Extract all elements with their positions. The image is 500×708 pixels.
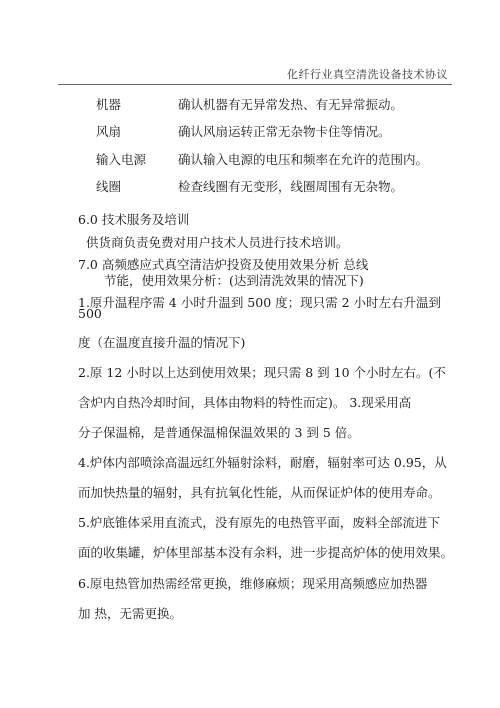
section-heading: 节能，使用效果分析：(达到清洗效果的情况下) — [104, 273, 364, 288]
header-divider — [58, 84, 452, 85]
paragraph-line: 2.原 12 小时以上达到使用效果；现只需 8 到 10 个小时左右。(不 — [78, 365, 446, 380]
paragraph-line: 而加快热量的辐射，具有抗氧化性能，从而保证炉体的使用寿命。 — [78, 485, 441, 500]
checklist-row — [96, 122, 391, 140]
checklist-desc: 检查线圈有无变形，线圈周围有无杂物。 — [178, 179, 404, 194]
checklist-desc: 确认风扇运转正常无杂物卡住等情况。 — [178, 124, 391, 139]
paragraph-line: 1.原升温程序需 4 小时升温到 500 度；现只需 2 小时左右升温到 — [78, 295, 442, 310]
paragraph-line: 500 — [78, 306, 102, 321]
section-heading: 7.0 高频感应式真空清洁炉投资及使用效果分析 总线 — [78, 257, 369, 272]
paragraph-line: 面的收集罐，炉体里部基本没有余料，进一步提高炉体的使用效果。 — [78, 545, 454, 560]
checklist-desc: 确认机器有无异常发热、有无异常振动。 — [178, 97, 404, 112]
section-text: 供货商负责免费对用户技术人员进行技术培训。 — [86, 235, 349, 250]
checklist-desc: 确认输入电源的电压和频率在允许的范围内。 — [178, 152, 429, 167]
checklist-row — [96, 177, 403, 195]
checklist-item: 输入电源 — [96, 152, 147, 167]
checklist-row — [96, 95, 403, 113]
header-title: 化纤行业真空清洗设备技术协议 — [287, 68, 448, 81]
checklist-row — [96, 150, 428, 168]
checklist-item: 风扇 — [96, 124, 122, 139]
paragraph-line: 6.原电热管加热需经常更换，维修麻烦；现采用高频感应加热器 — [78, 576, 428, 591]
checklist-item: 机器 — [96, 97, 122, 112]
paragraph-line: 度（在温度直接升温的情况下) — [78, 335, 246, 350]
section-heading: 6.0 技术服务及培训 — [78, 212, 190, 227]
paragraph-line: 4.炉体内部喷涂高温远红外辐射涂料，耐磨，辐射率可达 0.95，从 — [78, 455, 447, 470]
paragraph-line: 分子保温棉，是普通保温棉保温效果的 3 到 5 倍。 — [78, 425, 360, 440]
paragraph-line: 含炉内自热冷却时间，具体由物料的特性而定)。 3.现采用高 — [78, 395, 412, 410]
paragraph-line: 加 热，无需更换。 — [78, 606, 182, 621]
paragraph-line: 5.炉底锥体采用直流式，没有原先的电热管平面，废料全部流进下 — [78, 515, 440, 530]
checklist-item: 线圈 — [96, 179, 122, 194]
